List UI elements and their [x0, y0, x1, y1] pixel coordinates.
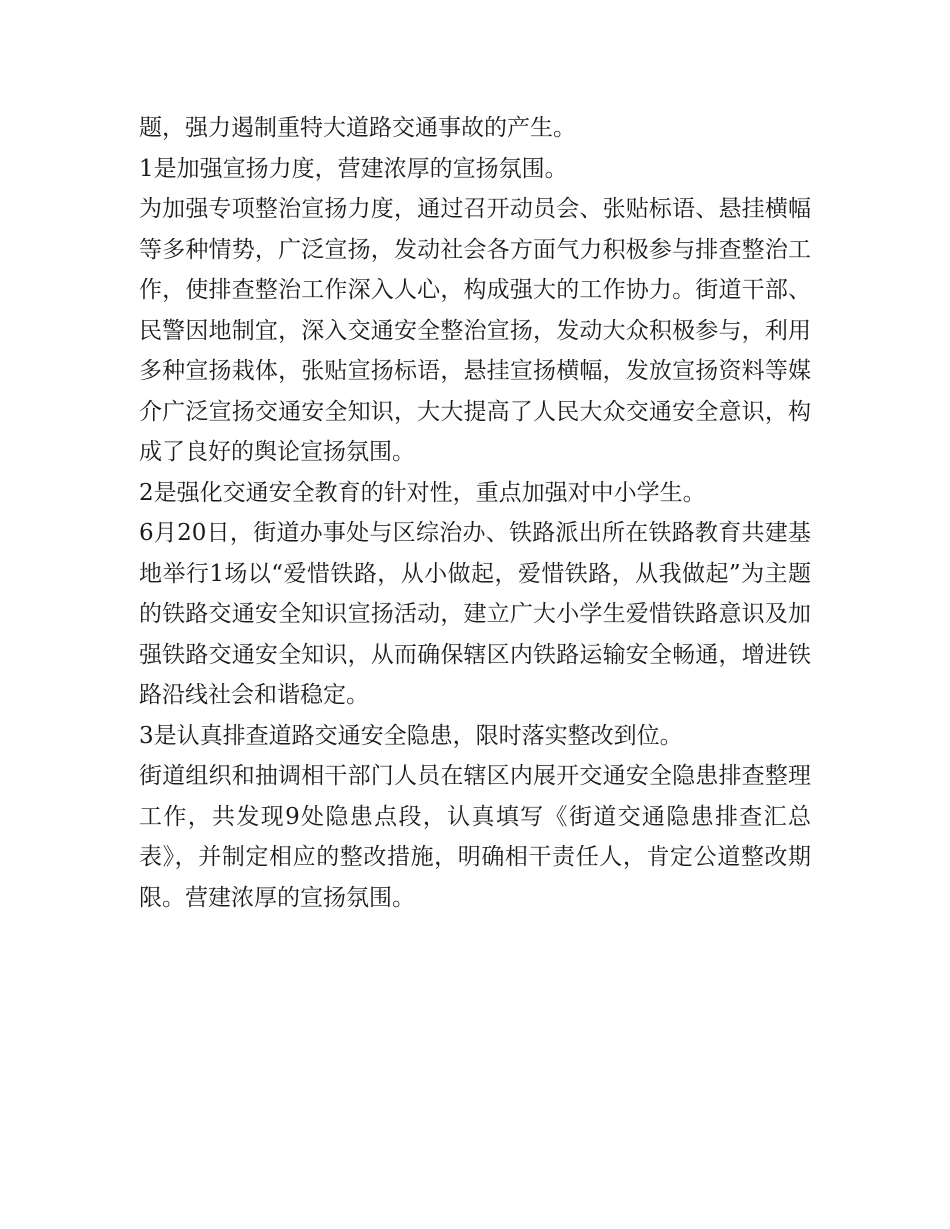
document-body [139, 108, 811, 918]
section-heading-1: 1是加强宣扬力度，营建浓厚的宣扬氛围。 [139, 155, 568, 182]
paragraph-hazard-inspection: 街道组织和抽调相干部门人员在辖区内展开交通安全隐患排查整理工作，共发现9处隐患点段，认真填写《街道交通隐患排查汇总表》，并制定相应的整改措施，明确相干责任人，肯定公道整改期限。营建浓厚的宣扬氛围。 [139, 763, 811, 911]
paragraph-continuation: 题，强力遏制重特大道路交通事故的产生。 [139, 115, 576, 141]
section-heading-3: 3是认真排查道路交通安全隐患，限时落实整改到位。 [139, 722, 683, 749]
paragraph-railway-education: 6月20日，街道办事处与区综治办、铁路派出所在铁路教育共建基地举行1场以“爱惜铁路，从小做起，爱惜铁路，从我做起”为主题的铁路交通安全知识宣扬活动，建立广大小学生爱惜铁路意识及加强铁路交通安全知识，从而确保辖区内铁路运输安全畅通，增进铁路沿线社会和谐稳定。 [139, 520, 811, 708]
paragraph-publicity: 为加强专项整治宣扬力度，通过召开动员会、张贴标语、悬挂横幅等多种情势，广泛宣扬，发动社会各方面气力积极参与排查整治工作，使排查整治工作深入人心，构成强大的工作协力。街道干部、民警因地制宜，深入交通安全整治宣扬，发动大众积极参与，利用多种宣扬栽体，张贴宣扬标语，悬挂宣扬横幅，发放宣扬资料等媒介广泛宣扬交通安全知识，大大提高了人民大众交通安全意识，构成了良好的舆论宣扬氛围。 [139, 196, 811, 465]
section-heading-2: 2是强化交通安全教育的针对性，重点加强对中小学生。 [139, 479, 706, 506]
